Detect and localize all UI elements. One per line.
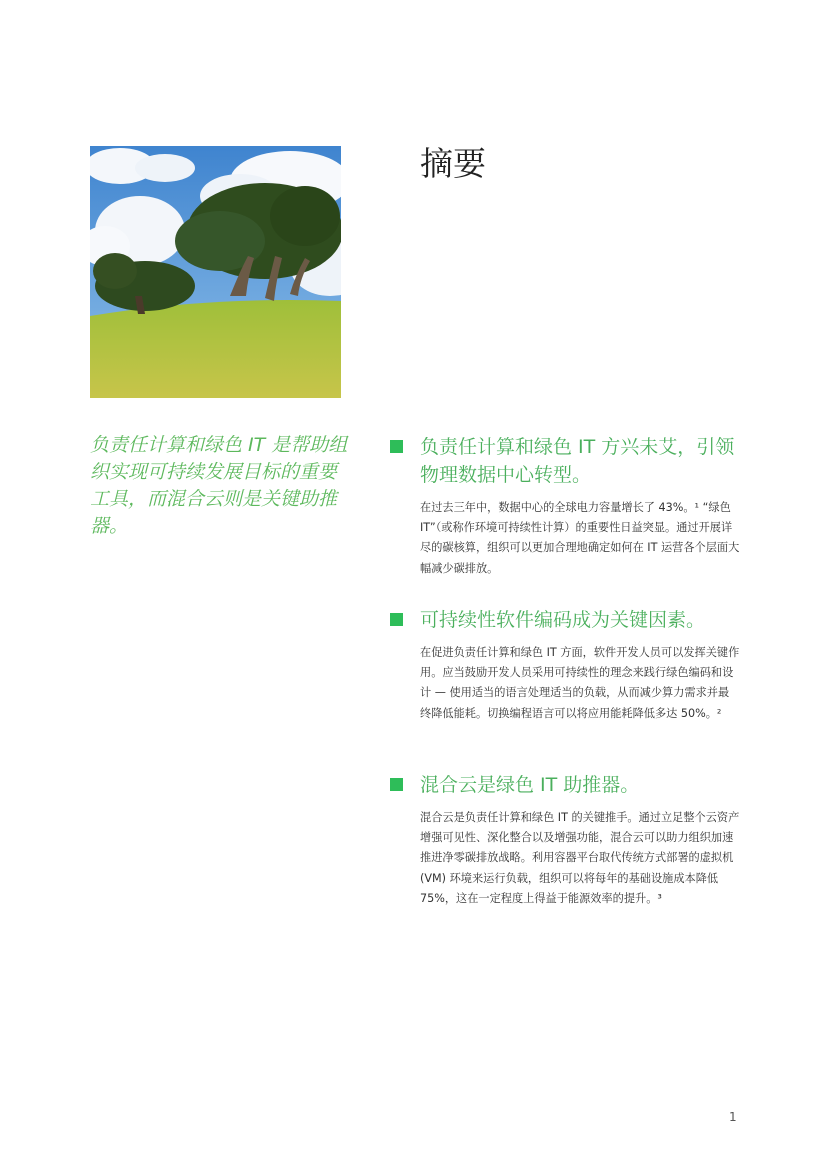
green-square-bullet-icon xyxy=(390,778,403,791)
section-body: 在促进负责任计算和绿色 IT 方面，软件开发人员可以发挥关键作用。应当鼓励开发人员采用可持续性的理念来践行绿色编码和设计 — 使用适当的语言处理适当的负载，从而减少算力需求并最终降低能耗。切换编程语言可以将应用能耗降低多达 50%。² xyxy=(420,646,740,720)
green-square-bullet-icon xyxy=(390,440,403,453)
page-number: 1 xyxy=(729,1110,737,1124)
green-square-bullet-icon xyxy=(390,613,403,626)
section-body: 混合云是负责任计算和绿色 IT 的关键推手。通过立足整个云资产增强可见性、深化整合以及增强功能，混合云可以助力组织加速推进净零碳排放战略。利用容器平台取代传统方式部署的虚拟机 (VM) 环境来运行负载，组织可以将每年的基础设施成本降低 75%，这在一定程度上得益于能源效率的提升。³ xyxy=(420,811,740,905)
section-body: 在过去三年中，数据中心的全球电力容量增长了 43%。¹ “绿色 IT”（或称作环境可持续性计算）的重要性日益突显。通过开展详尽的碳核算，组织可以更加合理地确定如何在 IT 运营各个层面大幅减少碳排放。 xyxy=(420,501,740,575)
section-heading: 负责任计算和绿色 IT 方兴未艾，引领物理数据中心转型。 xyxy=(420,436,735,486)
pull-quote: 负责任计算和绿色 IT 是帮助组织实现可持续发展目标的重要工具，而混合云则是关键助推器。 xyxy=(90,434,348,537)
summary-section xyxy=(390,771,740,909)
section-heading: 混合云是绿色 IT 助推器。 xyxy=(420,774,640,796)
summary-section xyxy=(390,433,740,579)
summary-section xyxy=(390,606,740,724)
tree-landscape-photo xyxy=(90,146,341,398)
section-heading: 可持续性软件编码成为关键因素。 xyxy=(420,609,706,631)
page-title: 摘要 xyxy=(420,144,486,183)
